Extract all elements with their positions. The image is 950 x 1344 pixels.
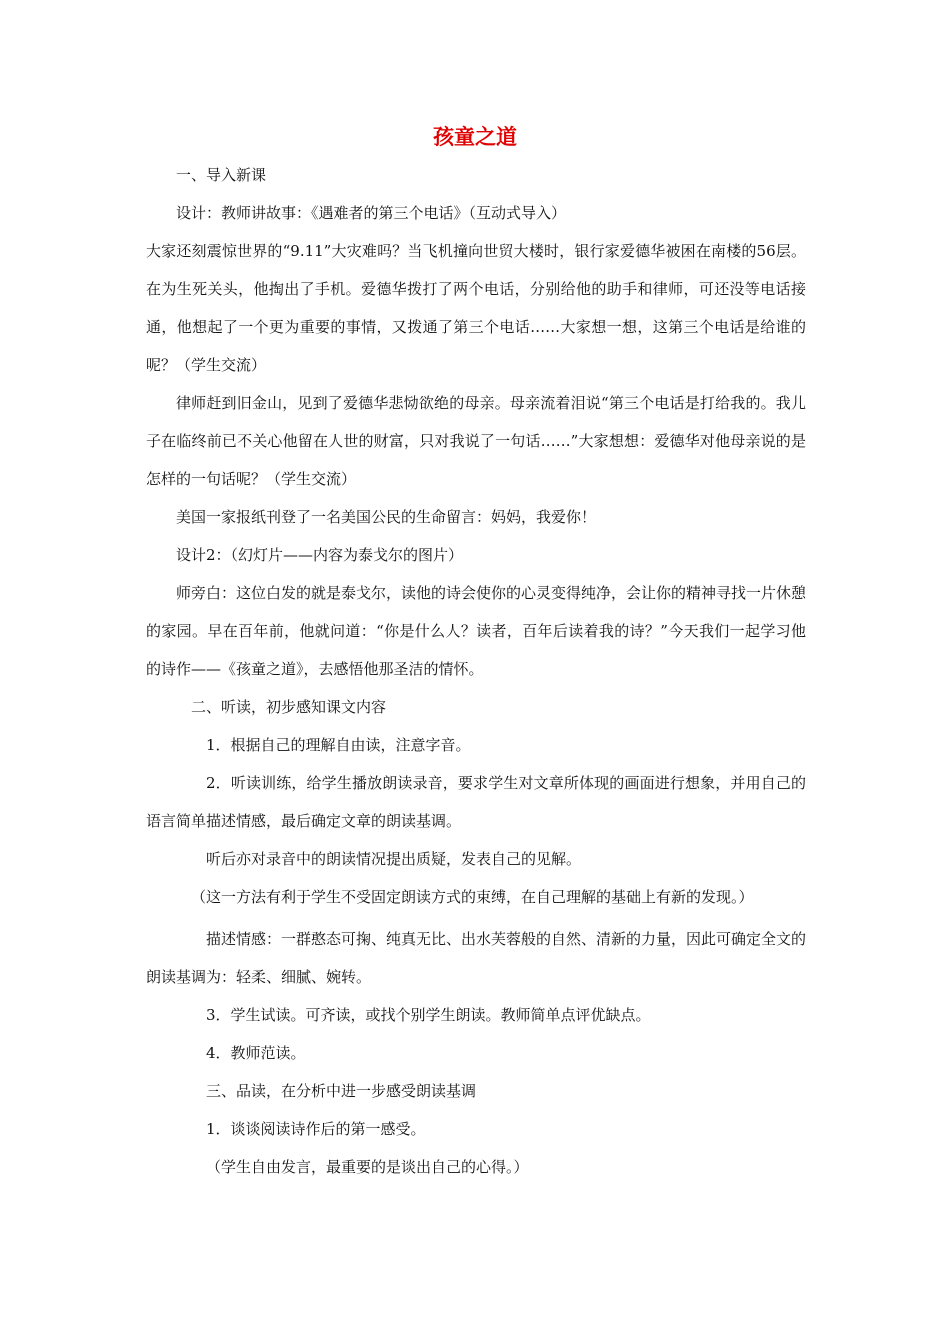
paragraph-describe-emotion: 描述情感：一群憨态可掬、纯真无比、出水芙蓉般的自然、清新的力量，因此可确定全文的朗读基调为：轻柔、细腻、婉转。 <box>146 930 807 986</box>
list-item-2: 2．听读训练，给学生播放朗读录音，要求学生对文章所体现的画面进行想象，并用自己的语言简单描述情感，最后确定文章的朗读基调。 <box>146 774 806 830</box>
paragraph-narration: 师旁白：这位白发的就是泰戈尔，读他的诗会使你的心灵变得纯净，会让你的精神寻找一片休憩的家园。早在百年前，他就问道：“你是什么人？读者，百年后读着我的诗？”今天我们一起学习他的诗作——《孩童之道》，去感悟他那圣洁的情怀。 <box>146 584 807 678</box>
paragraph-after-listening: 听后亦对录音中的朗读情况提出质疑，发表自己的见解。 <box>206 850 582 868</box>
paragraph-design-2: 设计2：（幻灯片——内容为泰戈尔的图片） <box>176 546 464 564</box>
section-heading-1: 一、导入新课 <box>176 166 267 184</box>
paragraph-design-1: 设计：教师讲故事：《遇难者的第三个电话》（互动式导入） <box>176 204 567 222</box>
document-body <box>146 156 806 1186</box>
section-heading-2: 二、听读，初步感知课文内容 <box>191 698 387 716</box>
paragraph-student-note: （学生自由发言，最重要的是谈出自己的心得。） <box>206 1158 529 1176</box>
paragraph-story: 大家还刻震惊世界的“9.11”大灾难吗？当飞机撞向世贸大楼时，银行家爱德华被困在南楼的56层。在为生死关头，他掏出了手机。爱德华拨打了两个电话，分别给他的助手和律师，可还没等电话接通，他想起了一个更为重要的事情，又拨通了第三个电话……大家想一想，这第三个电话是给谁的呢？（学生交流） <box>146 242 806 374</box>
paragraph-newspaper: 美国一家报纸刊登了一名美国公民的生命留言：妈妈，我爱你！ <box>176 508 597 526</box>
section-heading-3: 三、品读，在分析中进一步感受朗读基调 <box>206 1082 477 1100</box>
list-item-4: 4．教师范读。 <box>206 1044 306 1062</box>
document-title: 孩童之道 <box>433 124 517 149</box>
paragraph-lawyer: 律师赶到旧金山，见到了爱德华悲恸欲绝的母亲。母亲流着泪说“第三个电话是打给我的。我儿子在临终前已不关心他留在人世的财富，只对我说了一句话……”大家想想：爱德华对他母亲说的是怎样的一句话呢？（学生交流） <box>146 394 806 488</box>
list-item-5: 1．谈谈阅读诗作后的第一感受。 <box>206 1120 426 1138</box>
list-item-1: 1．根据自己的理解自由读，注意字音。 <box>206 736 471 754</box>
list-item-3: 3．学生试读。可齐读，或找个别学生朗读。教师简单点评优缺点。 <box>206 1006 651 1024</box>
paragraph-method-note: （这一方法有利于学生不受固定朗读方式的束缚，在自己理解的基础上有新的发现。） <box>191 888 754 906</box>
